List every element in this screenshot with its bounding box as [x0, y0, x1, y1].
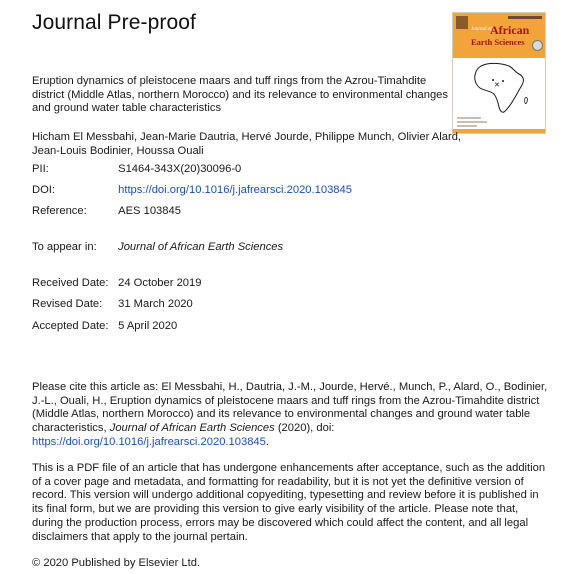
meta-appear-label: To appear in:: [32, 241, 97, 253]
citation-year: (2020), doi:: [274, 422, 335, 435]
journal-cover-image: [452, 12, 546, 134]
meta-received: [32, 277, 201, 289]
meta-reference-value: AES 103845: [118, 205, 181, 217]
meta-pii-label: PII:: [32, 163, 49, 175]
citation-end: .: [265, 435, 269, 448]
citation-text: Please cite this article as: El Messbahi, H., Dautria, J.-M., Jourde, Hervé., Munch, P., Alard, O., Bodinier, J.-L., Ouali, H., Eruption dynamics of pleistocene maars and tuff rings from the Azrou-Timahdite district (Middle Atlas, northern Morocco) and its relevance to environmental changes and ground water table characteristics,: [32, 381, 548, 435]
meta-accepted: [32, 320, 177, 332]
cover-bottom-band: [453, 129, 545, 133]
cover-journal-prefix: Journal of: [471, 27, 492, 32]
meta-reference-label: Reference:: [32, 205, 87, 217]
meta-revised-label: Revised Date:: [32, 298, 103, 310]
cover-footer-line: [457, 117, 481, 119]
citation-journal: Journal of African Earth Sciences: [109, 422, 275, 435]
svg-text:✕: ✕: [494, 81, 500, 89]
doi-link[interactable]: https://doi.org/10.1016/j.jafrearsci.2020.103845: [118, 184, 352, 196]
meta-revised: [32, 298, 193, 310]
meta-received-value: 24 October 2019: [118, 277, 202, 289]
article-title: Eruption dynamics of pleistocene maars and tuff rings from the Azrou-Timahdite district (Middle Atlas, northern Morocco) and its relevance to environmental changes and ground water table characteristics: [32, 75, 449, 115]
citation-paragraph: [32, 381, 552, 450]
cover-issn-bar: [508, 16, 542, 19]
article-authors: Hicham El Messbahi, Jean-Marie Dautria, Hervé Jourde, Philippe Munch, Olivier Alard, Jean-Louis Bodinier, Houssa Ouali: [32, 131, 462, 157]
meta-revised-value: 31 March 2020: [118, 298, 193, 310]
cover-journal-african: African: [490, 23, 530, 37]
disclaimer-paragraph: This is a PDF file of an article that has undergone enhancements after acceptance, such as the addition of a cover page and metadata, and formatting for readability, but it is not yet the definitive version of record. This version will undergo additional copyediting, typesetting and review before it is published in its final form, but we are providing this version to give early visibility of the article. Please note that, during the production process, errors may be discovered which could affect the content, and all legal disclaimers that apply to the journal pertain.: [32, 462, 546, 543]
meta-appear: [32, 241, 283, 253]
citation-doi-link[interactable]: https://doi.org/10.1016/j.jafrearsci.2020.103845: [32, 435, 266, 448]
meta-pii: [32, 163, 241, 175]
copyright-notice: © 2020 Published by Elsevier Ltd.: [32, 557, 201, 569]
cover-footer-line: [457, 125, 477, 127]
meta-doi: [32, 184, 352, 196]
meta-pii-value: S1464-343X(20)30096-0: [118, 163, 242, 175]
cover-journal-earth-sciences: Earth Sciences: [471, 37, 525, 47]
meta-appear-journal: Journal of African Earth Sciences: [118, 241, 284, 253]
meta-accepted-label: Accepted Date:: [32, 320, 109, 332]
page-title: Journal Pre-proof: [32, 11, 196, 34]
cover-footer-line: [457, 121, 487, 123]
africa-map-icon: [467, 60, 533, 114]
meta-received-label: Received Date:: [32, 277, 109, 289]
elsevier-logo-icon: [456, 16, 468, 29]
cover-badge-icon: [532, 40, 543, 51]
meta-accepted-value: 5 April 2020: [118, 320, 178, 332]
meta-reference: [32, 205, 181, 217]
meta-doi-label: DOI:: [32, 184, 55, 196]
